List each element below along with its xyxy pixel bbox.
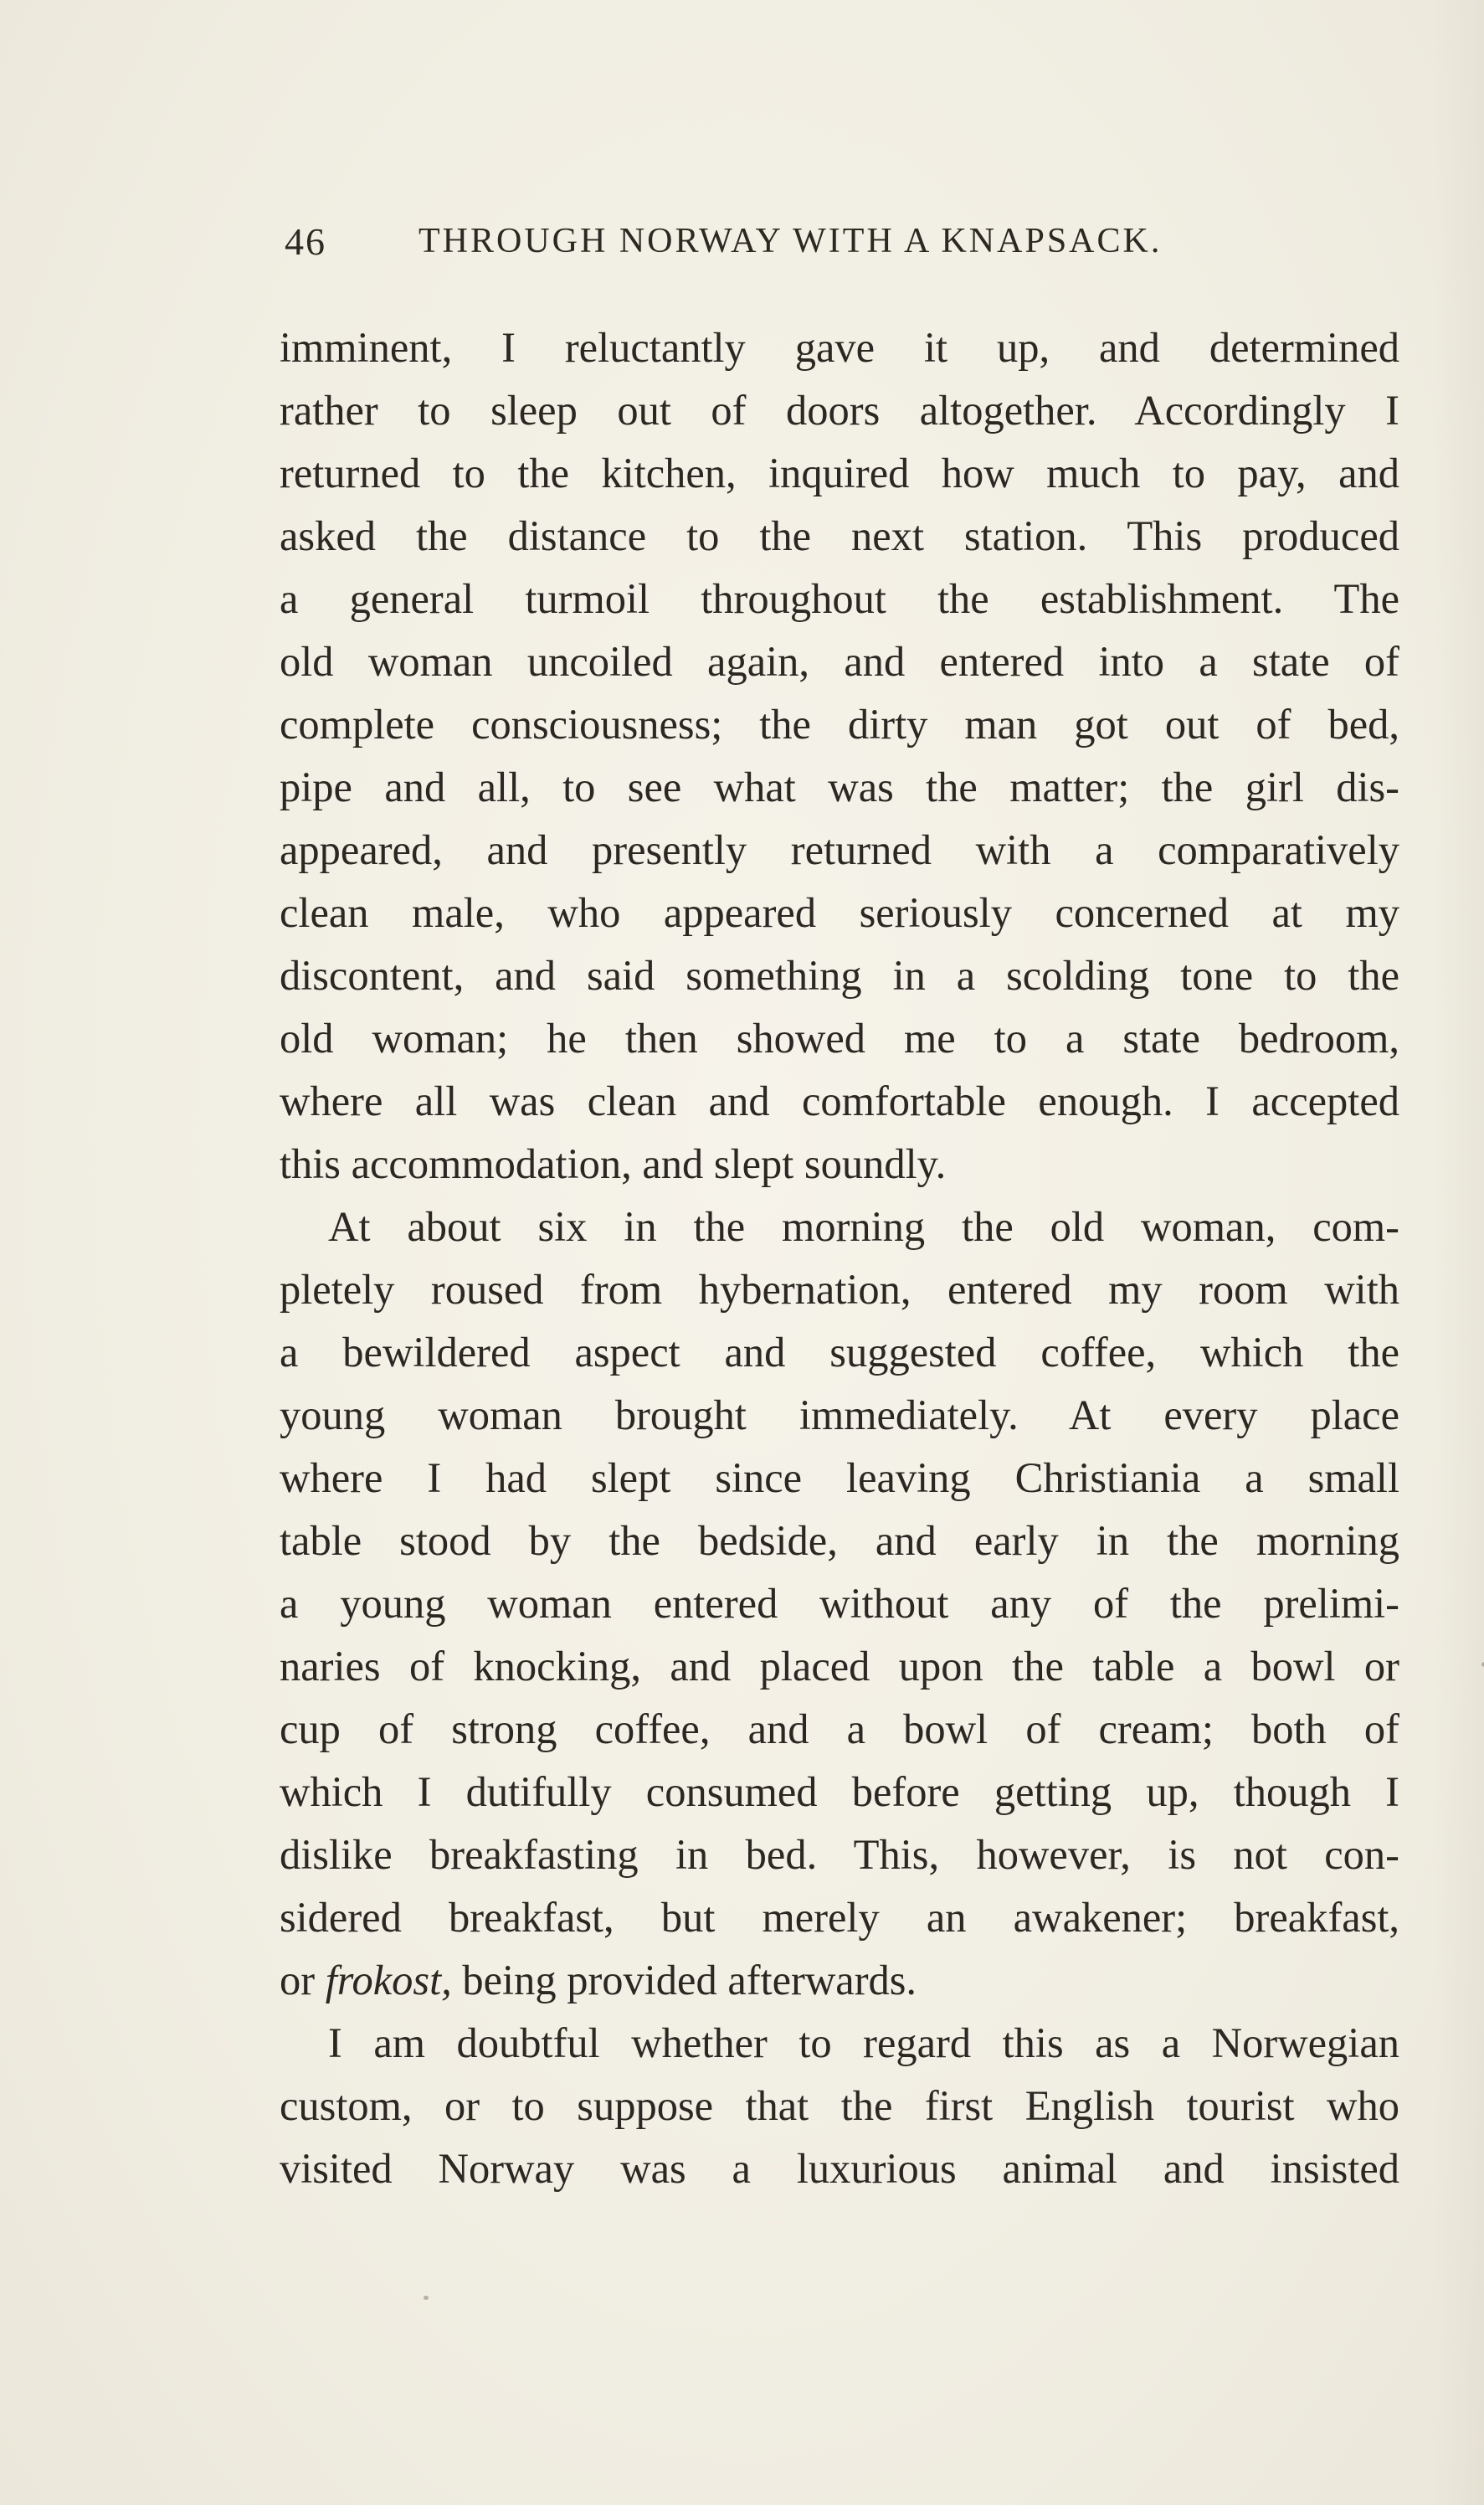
text-line: custom, or to suppose that the first English tourist who <box>280 2082 1399 2129</box>
text-line: which I dutifully consumed before getting up, though I <box>280 1768 1399 1815</box>
text-line: asked the distance to the next station. This produced <box>280 512 1399 559</box>
text-line: sidered breakfast, but merely an awakener; breakfast, <box>280 1894 1399 1941</box>
text-line: complete consciousness; the dirty man got out of bed, <box>280 701 1399 748</box>
text-line: a general turmoil throughout the establishment. The <box>280 575 1399 622</box>
page-edge-shadow <box>1434 0 1484 2505</box>
text-line-italic <box>280 1949 1399 2012</box>
text-line: where I had slept since leaving Christiania a small <box>280 1454 1399 1501</box>
text-line: visited Norway was a luxurious animal and insisted <box>280 2145 1399 2192</box>
text-line: table stood by the bedside, and early in the morning <box>280 1517 1399 1564</box>
text-line: a young woman entered without any of the prelimi- <box>280 1580 1399 1627</box>
text-fragment: or <box>280 1957 326 2003</box>
text-line: where all was clean and comfortable enough. I accepted <box>280 1078 1399 1124</box>
text-line: cup of strong coffee, and a bowl of cream; both of <box>280 1705 1399 1752</box>
text-line: naries of knocking, and placed upon the table a bowl or <box>280 1643 1399 1690</box>
text-line: old woman uncoiled again, and entered into a state of <box>280 638 1399 685</box>
text-fragment: being provided afterwards. <box>451 1957 917 2003</box>
text-line: clean male, who appeared seriously concerned at my <box>280 889 1399 936</box>
running-title: THROUGH NORWAY WITH A KNAPSACK. <box>418 222 1163 260</box>
page-header <box>285 219 1322 270</box>
text-line: old woman; he then showed me to a state bedroom, <box>280 1015 1399 1062</box>
italic-word: frokost, <box>325 1957 452 2003</box>
text-line: dislike breakfasting in bed. This, however, is not con- <box>280 1831 1399 1878</box>
text-line: this accommodation, and slept soundly. <box>280 1140 947 1187</box>
body-text <box>280 316 1399 2200</box>
text-line: pletely roused from hybernation, entered my room with <box>280 1266 1399 1313</box>
text-line: At about six in the morning the old woman, com- <box>328 1203 1399 1250</box>
text-line: imminent, I reluctantly gave it up, and determined <box>280 324 1399 371</box>
text-line: appeared, and presently returned with a comparatively <box>280 826 1399 873</box>
text-line: rather to sleep out of doors altogether. Accordingly I <box>280 387 1399 434</box>
text-line: young woman brought immediately. At every place <box>280 1391 1399 1438</box>
text-line: a bewildered aspect and suggested coffee, which the <box>280 1329 1399 1376</box>
paper-speck <box>424 2296 429 2300</box>
text-line: I am doubtful whether to regard this as a Norwegian <box>328 2019 1399 2066</box>
text-line: pipe and all, to see what was the matter; the girl dis- <box>280 764 1399 810</box>
text-line: returned to the kitchen, inquired how much to pay, and <box>280 450 1399 496</box>
text-line: discontent, and said something in a scolding tone to the <box>280 952 1399 999</box>
page-number: 46 <box>285 220 326 263</box>
